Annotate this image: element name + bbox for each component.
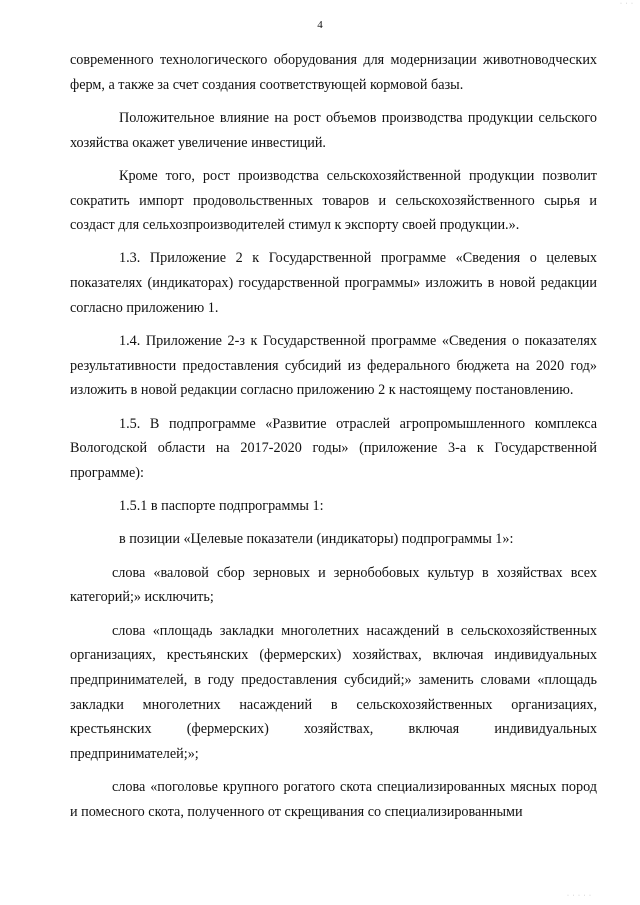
scan-mark-top: · · · xyxy=(620,1,634,7)
paragraph-1-5-1: 1.5.1 в паспорте подпрограммы 1: xyxy=(119,498,324,515)
paragraph-import: Кроме того, рост производства сельскохозяйственной продукции позволит сократить импорт продовольственных товаров и сельскохозяйственного сырья и создаст для сельхозпроизводителей стимул к экспорту своей продукции.». xyxy=(70,167,597,234)
document-body xyxy=(70,48,597,825)
scan-mark-bottom: · · · · · xyxy=(567,893,592,899)
paragraph-grain: слова «валовой сбор зерновых и зернобобовых культур в хозяйствах всех категорий;» исключить; xyxy=(70,564,597,606)
paragraph-cattle: слова «поголовье крупного рогатого скота специализированных мясных пород и помесного скота, полученного от скрещивания со специализированными xyxy=(70,779,597,820)
paragraph-investments: Положительное влияние на рост объемов производства продукции сельского хозяйства окажет увеличение инвестиций. xyxy=(70,109,597,151)
paragraph-1-3: 1.3. Приложение 2 к Государственной программе «Сведения о целевых показателях (индикаторах) государственной программы» изложить в новой редакции согласно приложению 1. xyxy=(70,250,597,316)
paragraph-continuation: современного технологического оборудования для модернизации животноводческих ферм, а также за счет создания соответствующей кормовой базы. xyxy=(70,52,597,93)
page-number: 4 xyxy=(317,19,323,31)
paragraph-1-4: 1.4. Приложение 2-з к Государственной программе «Сведения о показателях результативности предоставления субсидий из федерального бюджета на 2020 год» изложить в новой редакции согласно приложению 2 к настоящему постановлению. xyxy=(70,333,597,399)
paragraph-1-5: 1.5. В подпрограмме «Развитие отраслей агропромышленного комплекса Вологодской области на 2017-2020 годы» (приложение 3-а к Государственной программе): xyxy=(70,415,597,482)
paragraph-plantings: слова «площадь закладки многолетних насаждений в сельскохозяйственных организациях, крестьянских (фермерских) хозяйствах, включая индивидуальных предпринимателей, в году предоставления субсидий;» заменить словами «площадь закладки многолетних насаждений в сельскохозяйственных организациях, крестьянских (фермерских) хозяйствах, включая индивидуальных предпринимателей;»; xyxy=(70,622,597,763)
paragraph-position: в позиции «Целевые показатели (индикаторы) подпрограммы 1»: xyxy=(119,531,514,548)
